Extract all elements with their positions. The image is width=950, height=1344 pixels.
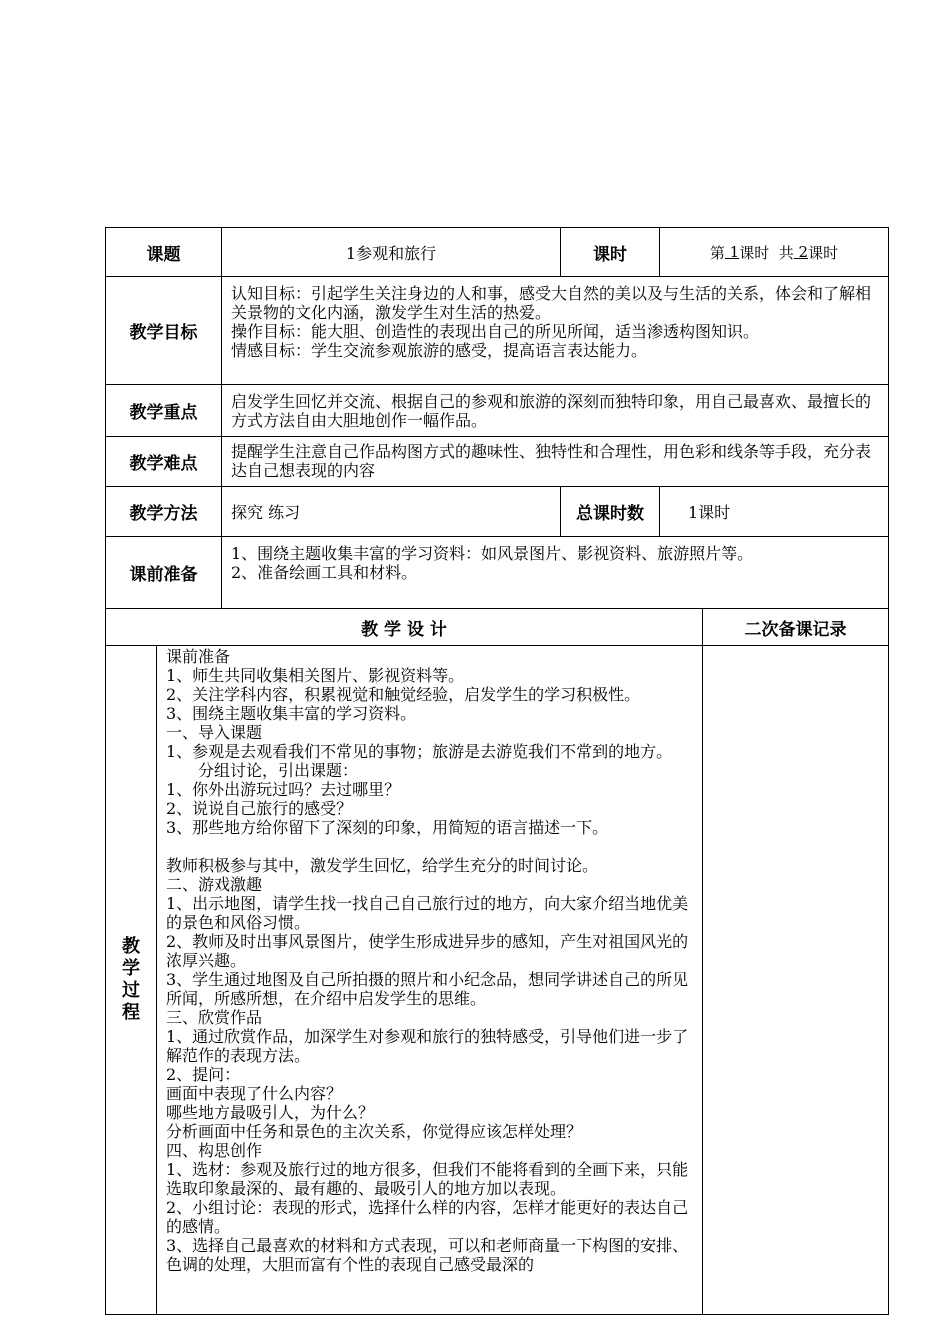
process-line: 2、教师及时出事风景图片，使学生形成进异步的感知，产生对祖国风光的浓厚兴趣。 xyxy=(166,932,689,970)
topic-value: 1参观和旅行 xyxy=(221,227,561,277)
process-line: 画面中表现了什么内容？ xyxy=(166,1084,343,1103)
preparation-item: 2、准备绘画工具和材料。 xyxy=(231,563,418,582)
process-line: 一、导入课题 xyxy=(166,723,263,742)
process-line: 哪些地方最吸引人，为什么？ xyxy=(166,1103,375,1122)
process-line: 3、那些地方给你留下了深刻的印象，用简短的语言描述一下。 xyxy=(166,818,609,837)
difficulties-label: 教学难点 xyxy=(105,436,222,487)
process-line: 2、提问： xyxy=(166,1065,241,1084)
period-label: 课时 xyxy=(560,227,660,277)
process-label: 教学过程 xyxy=(105,645,157,1315)
process-line: 1、参观是去观看我们不常见的事物；旅游是去游览我们不常到的地方。 xyxy=(166,742,673,761)
key-points-content: 启发学生回忆并交流、根据自己的参观和旅游的深刻而独特印象，用自己最喜欢、最擅长的方式方法自由大胆地创作一幅作品。 xyxy=(221,384,889,437)
process-line: 1、出示地图，请学生找一找自己自己旅行过的地方，向大家介绍当地优美的景色和风俗习惯。 xyxy=(166,894,689,932)
total-hours-value: 1课时 xyxy=(659,486,889,537)
method-label: 教学方法 xyxy=(105,486,222,537)
topic-label: 课题 xyxy=(105,227,222,277)
notes-title: 二次备课记录 xyxy=(702,608,889,646)
process-line: 课前准备 xyxy=(166,647,231,666)
goal-emotion: 情感目标：学生交流参观旅游的感受，提高语言表达能力。 xyxy=(231,341,648,360)
process-line: 3、学生通过地图及自己所拍摄的照片和小纪念品，想同学讲述自己的所见所闻，所感所想，在介绍中启发学生的思维。 xyxy=(166,970,689,1008)
process-line: 1、你外出游玩过吗？去过哪里？ xyxy=(166,780,401,799)
design-title: 教 学 设 计 xyxy=(105,608,703,646)
method-value: 探究 练习 xyxy=(221,486,561,537)
process-line: 3、选择自己最喜欢的材料和方式表现，可以和老师商量一下构图的安排、色调的处理，大胆而富有个性的表现自己感受最深的 xyxy=(166,1236,689,1274)
process-line: 四、构思创作 xyxy=(166,1141,263,1160)
process-line: 2、小组讨论：表现的形式，选择什么样的内容，怎样才能更好的表达自己的感情。 xyxy=(166,1198,689,1236)
difficulties-content: 提醒学生注意自己作品构图方式的趣味性、独特性和合理性，用色彩和线条等手段，充分表达自己想表现的内容 xyxy=(221,436,889,487)
preparation-content xyxy=(221,536,889,609)
process-line: 2、关注学科内容，积累视觉和触觉经验，启发学生的学习积极性。 xyxy=(166,685,641,704)
process-line: 三、欣赏作品 xyxy=(166,1008,263,1027)
process-line: 分析画面中任务和景色的主次关系，你觉得应该怎样处理？ xyxy=(166,1122,583,1141)
total-hours-label: 总课时数 xyxy=(560,486,660,537)
process-line: 分组讨论，引出课题： xyxy=(166,761,359,780)
goals-content xyxy=(221,276,889,385)
period-value: 第 1 课时 共 2 课时 xyxy=(659,227,889,277)
process-line: 1、师生共同收集相关图片、影视资料等。 xyxy=(166,666,465,685)
process-content xyxy=(156,645,703,1315)
notes-cell xyxy=(702,645,889,1315)
preparation-item: 1、围绕主题收集丰富的学习资料：如风景图片、影视资料、旅游照片等。 xyxy=(231,544,754,563)
process-line: 二、游戏激趣 xyxy=(166,875,263,894)
goal-cognitive: 认知目标：引起学生关注身边的人和事，感受大自然的美以及与生活的关系，体会和了解相关景物的文化内涵，激发学生对生活的热爱。 xyxy=(231,284,872,322)
goals-label: 教学目标 xyxy=(105,276,222,385)
process-line: 2、说说自己旅行的感受？ xyxy=(166,799,353,818)
process-line: 教师积极参与其中，激发学生回忆，给学生充分的时间讨论。 xyxy=(166,856,599,875)
process-line xyxy=(166,837,698,856)
process-line: 1、通过欣赏作品，加深学生对参观和旅行的独特感受，引导他们进一步了解范作的表现方法。 xyxy=(166,1027,689,1065)
key-points-label: 教学重点 xyxy=(105,384,222,437)
process-line: 3、围绕主题收集丰富的学习资料。 xyxy=(166,704,417,723)
preparation-label: 课前准备 xyxy=(105,536,222,609)
process-line: 1、选材：参观及旅行过的地方很多，但我们不能将看到的全画下来，只能选取印象最深的、最有趣的、最吸引人的地方加以表现。 xyxy=(166,1160,689,1198)
goal-operation: 操作目标：能大胆、创造性的表现出自己的所见所闻，适当渗透构图知识。 xyxy=(231,322,760,341)
process-lines xyxy=(166,647,698,1274)
